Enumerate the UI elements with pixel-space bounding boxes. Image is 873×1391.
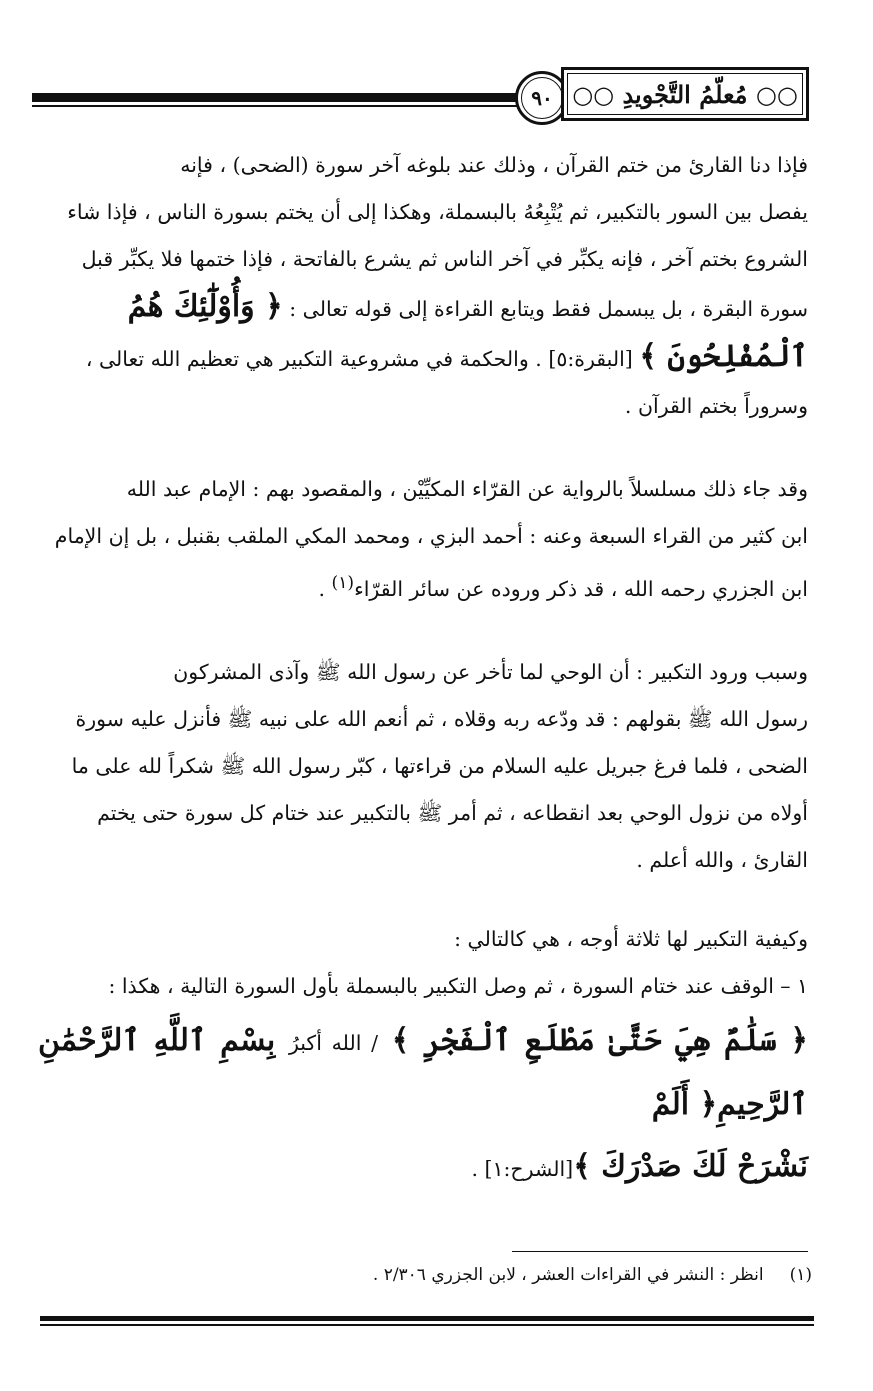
paragraph-3 [38, 649, 808, 884]
p1-line-2: يفصل بين السور بالتكبير، ثم يُتْبِعُهُ بالبسملة، وهكذا إلى أن يختم بسورة الناس ، فإذا شاء [67, 200, 808, 224]
quran-example-line-1 [38, 1010, 808, 1136]
paragraph-4 [38, 916, 808, 1010]
p1-line-6: وسروراً بختم القرآن . [624, 394, 808, 418]
p2-end: . [318, 576, 332, 601]
p3-line-4: أولاه من نزول الوحي بعد انقطاعه ، ثم أمر ﷺ بالتكبير عند ختام كل سورة حتى يختم [97, 800, 808, 825]
list-item-text: الوقف عند ختام السورة ، ثم وصل التكبير بالبسملة بأول السورة التالية ، هكذا : [108, 973, 774, 998]
running-title-box [561, 67, 809, 121]
footnote-separator [512, 1251, 808, 1252]
quran-verse-sharh-end: نَشْرَحْ لَكَ صَدْرَكَ ﴾ [573, 1148, 808, 1184]
header-rule-thin [32, 105, 537, 107]
paragraph-1 [38, 142, 808, 430]
p3-line-1: وسبب ورود التكبير : أن الوحي لما تأخر عن رسول الله ﷺ وآذى المشركون [173, 659, 808, 684]
quran-verse-qadr: ﴿ سَلَٰمٌ هِيَ حَتَّىٰ مَطْلَعِ ٱلْفَجْرِ ﴾ [391, 1022, 809, 1058]
p1-line-3: الشروع بختم آخر ، فإنه يكبِّر في آخر الناس ثم يشرع بالفاتحة ، فإذا ختمها فلا يكبِّر قبل [81, 247, 808, 271]
quran-verse-sharh-start: ﴿ أَلَمْ [651, 1086, 718, 1122]
quran-verse-end: ٱلْمُفْلِحُونَ ﴾ [639, 339, 808, 374]
p1-line-5: . والحكمة في مشروعية التكبير هي تعظيم الله تعالى ، [85, 347, 542, 371]
page-number-text: ٩٠ [531, 86, 553, 110]
quran-example-line-2 [38, 1136, 808, 1200]
verse-reference: [البقرة:٥] [548, 347, 633, 371]
footer-rule-thin [40, 1324, 814, 1326]
p3-line-2: رسول الله ﷺ بقولهم : قد ودّعه ربه وقلاه ، ثم أنعم الله على نبيه ﷺ فأنزل عليه سورة [75, 706, 808, 731]
list-item-number: ١ – [780, 973, 808, 998]
running-title: ○○ مُعلّمُ التَّجْويدِ ○○ [572, 79, 798, 109]
footer-rule [40, 1316, 814, 1321]
takbir-text: / الله أكبرُ [288, 1030, 379, 1055]
paragraph-2 [38, 466, 808, 613]
verse-reference-sharh: [الشرح:١] . [471, 1156, 574, 1181]
p2-line-3: ابن الجزري رحمه الله ، قد ذكر وروده عن سائر القرّاء [354, 576, 808, 601]
p1-line-4: سورة البقرة ، بل يبسمل فقط ويتابع القراءة إلى قوله تعالى : [289, 297, 808, 321]
quran-verse-start: ﴿ وَأُوْلَٰٓئِكَ هُمُ [127, 289, 283, 324]
footnote-number: (١) [789, 1265, 812, 1285]
footnote [300, 1260, 812, 1290]
p3-line-3: الضحى ، فلما فرغ جبريل عليه السلام من قراءتها ، كبّر رسول الله ﷺ شكراً لله على ما [71, 753, 808, 778]
footnote-text: انظر : النشر في القراءات العشر ، لابن الجزري ٢/٣٠٦ . [372, 1265, 764, 1285]
p2-line-1: وقد جاء ذلك مسلسلاً بالرواية عن القرّاء المكيِّيْن ، والمقصود بهم : الإمام عبد الله [126, 477, 808, 501]
main-text [38, 142, 808, 1200]
p4-intro: وكيفية التكبير لها ثلاثة أوجه ، هي كالتالي : [454, 926, 808, 951]
basmala: بِسْمِ ٱللَّهِ ٱلرَّحْمَٰنِ ٱلرَّحِيمِ [38, 1022, 808, 1122]
header-rule [32, 93, 537, 102]
p2-line-2: ابن كثير من القراء السبعة وعنه : أحمد البزي ، ومحمد المكي الملقب بقنبل ، بل إن الإمام [54, 524, 808, 548]
p1-line-1: فإذا دنا القارئ من ختم القرآن ، وذلك عند بلوغه آخر سورة (الضحى) ، فإنه [180, 153, 808, 177]
p3-line-5: القارئ ، والله أعلم . [636, 847, 808, 872]
footnote-reference: (١) [331, 573, 355, 593]
